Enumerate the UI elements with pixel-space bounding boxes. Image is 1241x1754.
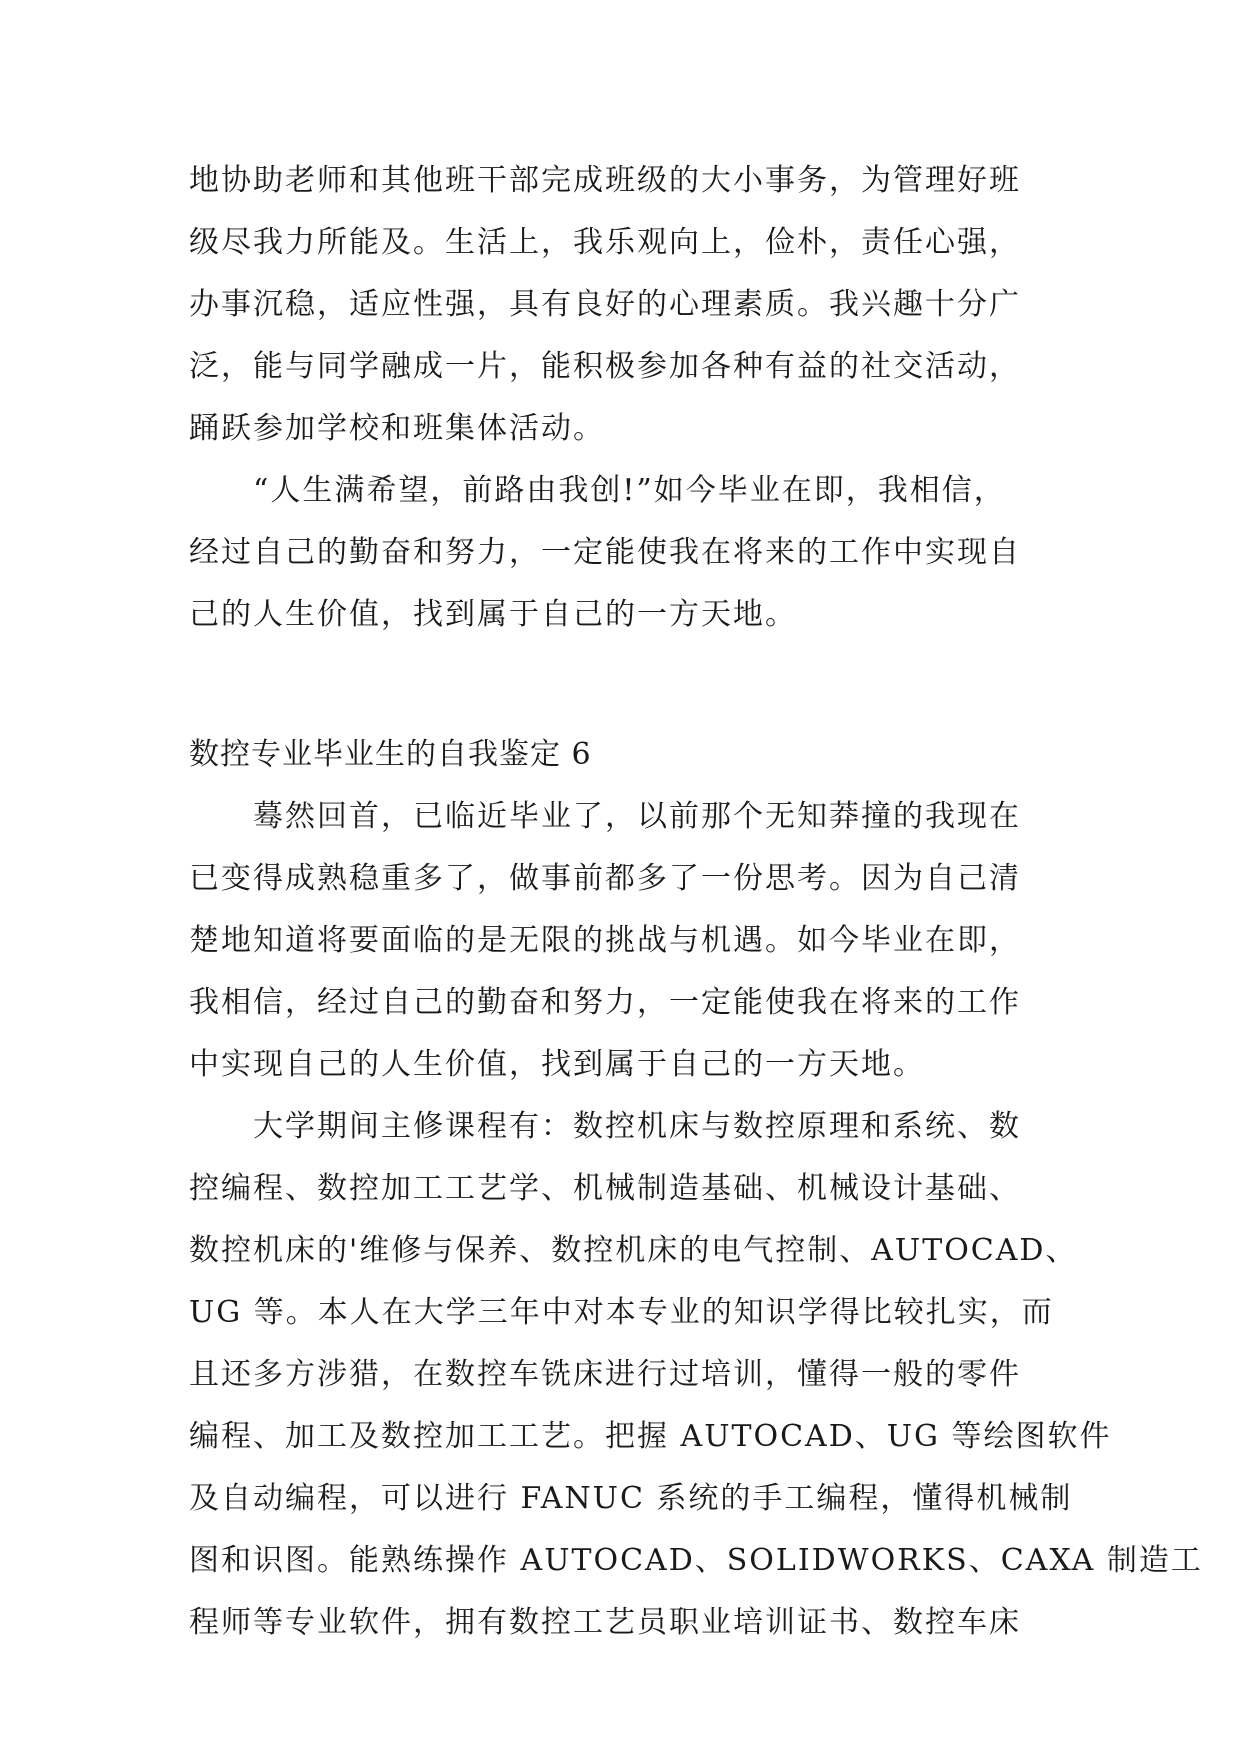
text-line: 蓦然回首，已临近毕业了，以前那个无知莽撞的我现在 xyxy=(253,799,1021,834)
text-line: 图和识图。能熟练操作 AUTOCAD、SOLIDWORKS、CAXA 制造工 xyxy=(189,1543,1203,1578)
text-line: UG 等。本人在大学三年中对本专业的知识学得比较扎实，而 xyxy=(189,1295,1054,1330)
text-line: 编程、加工及数控加工工艺。把握 AUTOCAD、UG 等绘图软件 xyxy=(189,1419,1112,1454)
text-line: 楚地知道将要面临的是无限的挑战与机遇。如今毕业在即， xyxy=(189,923,1021,958)
text-line: 经过自己的勤奋和努力，一定能使我在将来的工作中实现自 xyxy=(189,535,1021,570)
paragraph-activities xyxy=(189,150,1069,460)
text-line: 级尽我力所能及。生活上，我乐观向上，俭朴，责任心强， xyxy=(189,225,1021,260)
text-line: 踊跃参加学校和班集体活动。 xyxy=(189,411,605,446)
text-line: 程师等专业软件，拥有数控工艺员职业培训证书、数控车床 xyxy=(189,1605,1021,1640)
paragraph-intro xyxy=(189,786,1069,1096)
text-line: 控编程、数控加工工艺学、机械制造基础、机械设计基础、 xyxy=(189,1171,1021,1206)
section-heading: 数控专业毕业生的自我鉴定 6 xyxy=(189,737,592,772)
text-line: 办事沉稳，适应性强，具有良好的心理素质。我兴趣十分广 xyxy=(189,287,1021,322)
text-line: 泛，能与同学融成一片，能积极参加各种有益的社交活动， xyxy=(189,349,1021,384)
text-line: 及自动编程，可以进行 FANUC 系统的手工编程，懂得机械制 xyxy=(189,1481,1073,1516)
document-body xyxy=(189,150,1203,1654)
text-line: “人生满希望，前路由我创!”如今毕业在即，我相信， xyxy=(253,473,1006,508)
text-line: 地协助老师和其他班干部完成班级的大小事务，为管理好班 xyxy=(189,163,1021,198)
text-line: 且还多方涉猎，在数控车铣床进行过培训，懂得一般的零件 xyxy=(189,1357,1021,1392)
paragraph-conclusion xyxy=(189,460,1069,646)
paragraph-courses xyxy=(189,1096,1203,1654)
text-line: 己的人生价值，找到属于自己的一方天地。 xyxy=(189,597,797,632)
text-line: 我相信，经过自己的勤奋和努力，一定能使我在将来的工作 xyxy=(189,985,1021,1020)
text-line: 已变得成熟稳重多了，做事前都多了一份思考。因为自己清 xyxy=(189,861,1021,896)
text-line: 大学期间主修课程有：数控机床与数控原理和系统、数 xyxy=(253,1109,1021,1144)
text-line: 数控机床的'维修与保养、数控机床的电气控制、AUTOCAD、 xyxy=(189,1233,1078,1268)
text-line: 中实现自己的人生价值，找到属于自己的一方天地。 xyxy=(189,1047,925,1082)
section-gap xyxy=(189,646,1069,724)
